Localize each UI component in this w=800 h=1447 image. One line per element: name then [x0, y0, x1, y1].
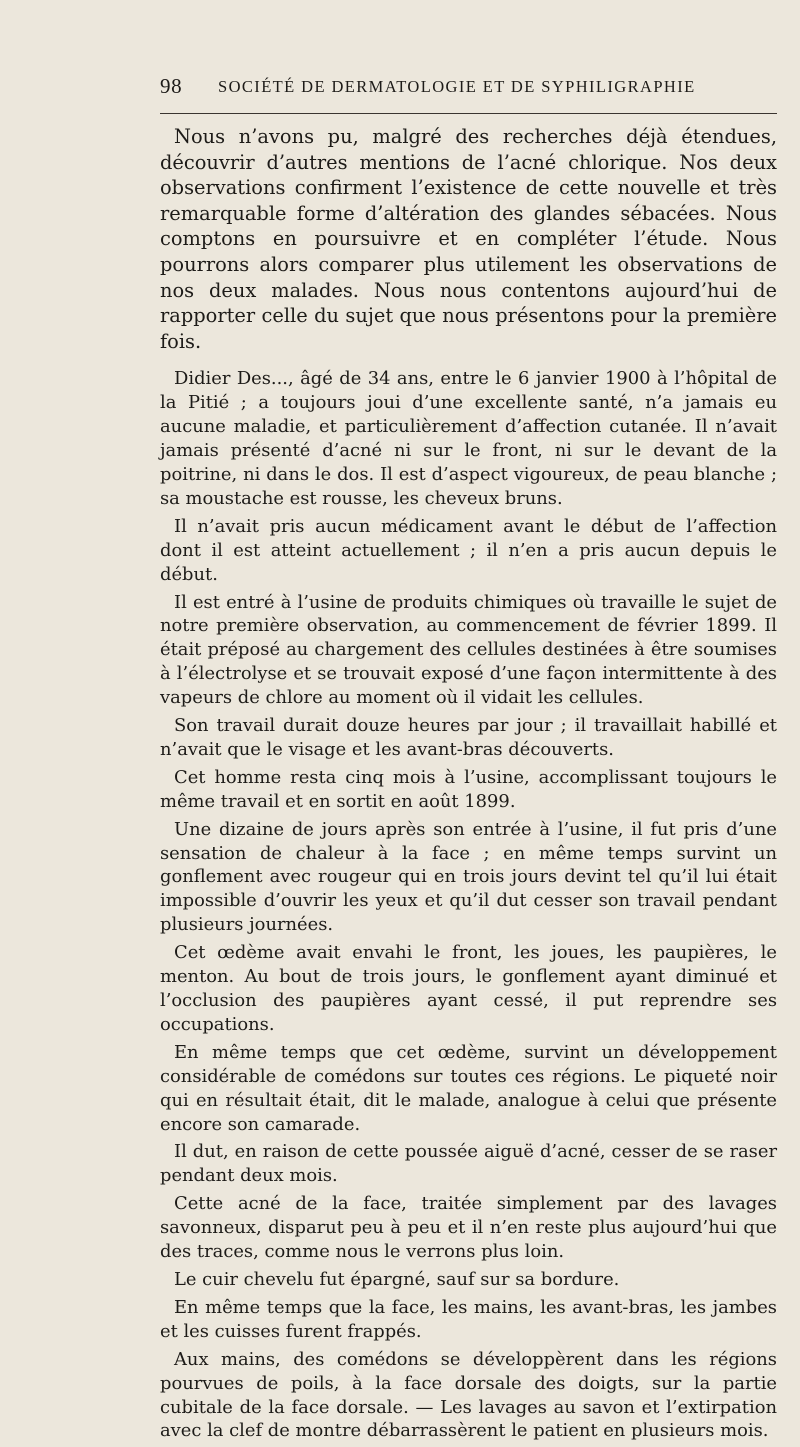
case-paragraph: Aux mains, des comédons se développèrent dans les régions pourvues de poils, à la face dorsale des doigts, sur la partie cubitale de la face dorsale. — Les lavages au savon et l’extirpation avec la clef de montre débarrassèrent le patient en plusieurs mois. [160, 1348, 777, 1442]
body-text [160, 124, 777, 1447]
intro-paragraph: Nous n’avons pu, malgré des recherches déjà étendues, découvrir d’autres mentions de l’acné chlorique. Nos deux observations confirment l’existence de cette nouvelle et très remarquable forme d’altération des glandes sébacées. Nous comptons en poursuivre et en compléter l’étude. Nous pourrons alors comparer plus utilement les observations de nos deux malades. Nous nous contentons aujourd’hui de rapporter celle du sujet que nous présentons pour la première fois. [160, 125, 777, 353]
case-paragraph: Le cuir chevelu fut épargné, sauf sur sa bordure. [174, 1268, 620, 1290]
case-paragraph: Cet homme resta cinq mois à l’usine, accomplissant toujours le même travail et en sortit en août 1899. [160, 766, 777, 812]
page-header [160, 74, 777, 104]
case-paragraph: Cette acné de la face, traitée simplement par des lavages savonneux, disparut peu à peu et il n’en reste plus aujourd’hui que des traces, comme nous le verrons plus loin. [160, 1193, 777, 1263]
case-paragraph: Cet œdème avait envahi le front, les joues, les paupières, le menton. Au bout de trois jours, le gonflement ayant diminué et l’occlusion des paupières ayant cessé, il put reprendre ses occupations. [160, 942, 777, 1035]
case-paragraph: Son travail durait douze heures par jour ; il travaillait habillé et n’avait que le visage et les avant-bras découverts. [160, 715, 777, 760]
intro-section [160, 124, 777, 354]
case-paragraph: Il n’avait pris aucun médicament avant le début de l’affection dont il est atteint actuellement ; il n’en a pris aucun depuis le début. [160, 515, 777, 585]
case-observation [160, 367, 777, 1443]
case-paragraph: En même temps que cet œdème, survint un développement considérable de comédons sur toutes ces régions. Le piqueté noir qui en résultait était, dit le malade, analogue à celui que présente encore son camarade. [160, 1041, 777, 1135]
case-paragraph: Une dizaine de jours après son entrée à l’usine, il fut pris d’une sensation de chaleur à la face ; en même temps survint un gonflement avec rougeur qui en trois jours devint tel qu’il lui était impossible d’ouvrir les yeux et qu’il dut cesser son travail pendant plusieurs journées. [160, 818, 777, 936]
case-paragraph: Didier Des..., âgé de 34 ans, entre le 6 janvier 1900 à l’hôpital de la Pitié ; a toujours joui d’une excellente santé, n’a jamais eu aucune maladie, et particulièrement d’affection cutanée. Il n’avait jamais présenté d’acné ni sur le front, ni sur le devant de la poitrine, ni dans le dos. Il est d’aspect vigoureux, de peau blanche ; sa moustache est rousse, les cheveux bruns. [160, 368, 777, 509]
case-paragraph: Il dut, en raison de cette poussée aiguë d’acné, cesser de se raser pendant deux mois. [160, 1141, 777, 1187]
running-title: SOCIÉTÉ DE DERMATOLOGIE ET DE SYPHILIGRAPHIE [218, 77, 696, 96]
case-paragraph: En même temps que la face, les mains, les avant-bras, les jambes et les cuisses furent frappés. [160, 1296, 777, 1342]
header-rule [160, 113, 777, 114]
page-number: 98 [160, 74, 183, 98]
case-paragraph: Il est entré à l’usine de produits chimiques où travaille le sujet de notre première observation, au commencement de février 1899. Il était préposé au chargement des cellules destinées à être soumises à l’électrolyse et se trouvait exposé d’une façon intermittente à des vapeurs de chlore au moment où il vidait les cellules. [160, 591, 777, 709]
